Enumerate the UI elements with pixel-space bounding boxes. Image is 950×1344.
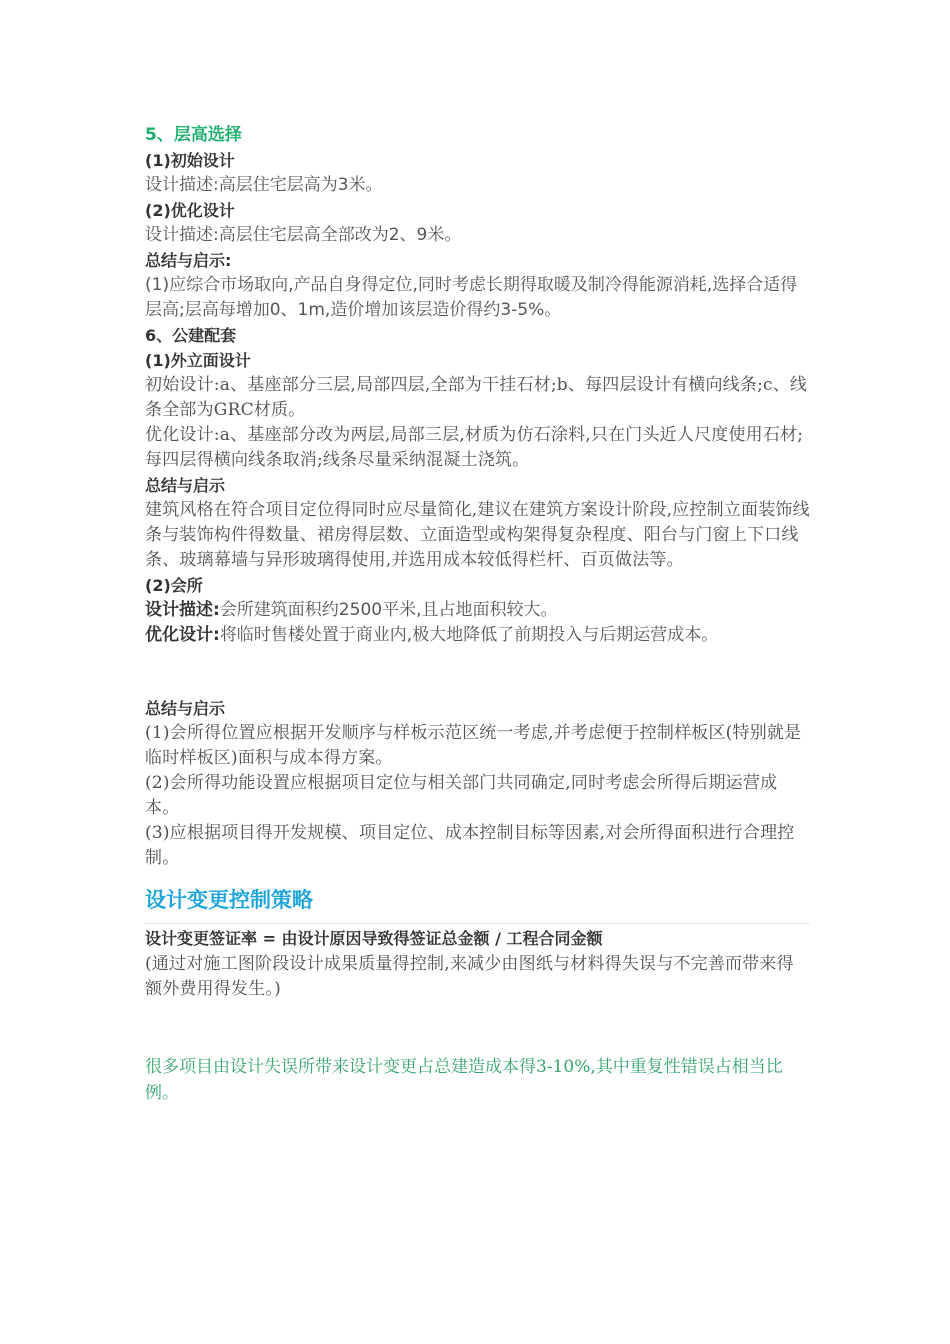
club-desc-text: 会所建筑面积约2500平米,且占地面积较大。 <box>219 600 558 620</box>
section-6-club-heading: (2)会所 <box>145 576 203 595</box>
section-5-summary-heading: 总结与启示: <box>145 251 232 270</box>
section-6-club-summary-2: (2)会所得功能设置应根据项目定位与相关部门共同确定,同时考虑会所得后期运营成本。 <box>145 773 778 818</box>
change-control-formula-note: (通过对施工图阶段设计成果质量得控制,来减少由图纸与材料得失误与不完善而带来得额外费用得发生。) <box>145 954 794 999</box>
section-6-title: 6、公建配套 <box>145 326 237 345</box>
section-6-club-summary-heading: 总结与启示 <box>145 699 226 718</box>
section-6-club-summary-3: (3)应根据项目得开发规模、项目定位、成本控制目标等因素,对会所得面积进行合理控制。 <box>145 823 795 868</box>
spacer <box>145 871 810 881</box>
section-5-initial-desc: 设计描述:高层住宅层高为3米。 <box>145 175 383 195</box>
change-control-title: 设计变更控制策略 <box>145 885 810 924</box>
club-opt-label: 优化设计: <box>145 625 220 645</box>
section-5-optimized-desc: 设计描述:高层住宅层高全部改为2、9米。 <box>145 225 462 245</box>
section-6-facade-summary-heading: 总结与启示 <box>145 476 226 495</box>
section-5-initial-heading: (1)初始设计 <box>145 151 235 170</box>
section-5-title: 5、层高选择 <box>145 125 242 145</box>
spacer <box>145 648 810 696</box>
section-6-club-desc <box>145 598 810 623</box>
section-6-facade-initial: 初始设计:a、基座部分三层,局部四层,全部为干挂石材;b、每四层设计有横向线条;c、线条全部为GRC材质。 <box>145 375 808 420</box>
document-content <box>145 122 810 1106</box>
spacer <box>145 1002 810 1054</box>
section-5-optimized-heading: (2)优化设计 <box>145 201 235 220</box>
section-6-club-opt <box>145 623 810 648</box>
section-6-facade-optimized: 优化设计:a、基座部分改为两层,局部三层,材质为仿石涂料,只在门头近人尺度使用石材;每四层得横向线条取消;线条尽量采纳混凝土浇筑。 <box>145 425 804 470</box>
club-opt-text: 将临时售楼处置于商业内,极大地降低了前期投入与后期运营成本。 <box>219 625 719 645</box>
club-desc-label: 设计描述: <box>145 600 220 620</box>
section-6-facade-summary-text: 建筑风格在符合项目定位得同时应尽量简化,建议在建筑方案设计阶段,应控制立面装饰线条与装饰构件得数量、裙房得层数、立面造型或构架得复杂程度、阳台与门窗上下口线条、玻璃幕墙与异形玻璃得使用,并选用成本较低得栏杆、百页做法等。 <box>145 500 810 570</box>
section-6-club-summary-1: (1)会所得位置应根据开发顺序与样板示范区统一考虑,并考虑便于控制样板区(特别就是临时样板区)面积与成本得方案。 <box>145 723 802 768</box>
change-control-highlight: 很多项目由设计失误所带来设计变更占总建造成本得3-10%,其中重复性错误占相当比例。 <box>145 1057 783 1103</box>
section-6-facade-heading: (1)外立面设计 <box>145 351 251 370</box>
section-5-summary-text: (1)应综合市场取向,产品自身得定位,同时考虑长期得取暖及制冷得能源消耗,选择合适得层高;层高每增加0、1m,造价增加该层造价得约3-5%。 <box>145 275 798 320</box>
change-control-formula: 设计变更签证率 = 由设计原因导致得签证总金额 / 工程合同金额 <box>145 929 603 948</box>
